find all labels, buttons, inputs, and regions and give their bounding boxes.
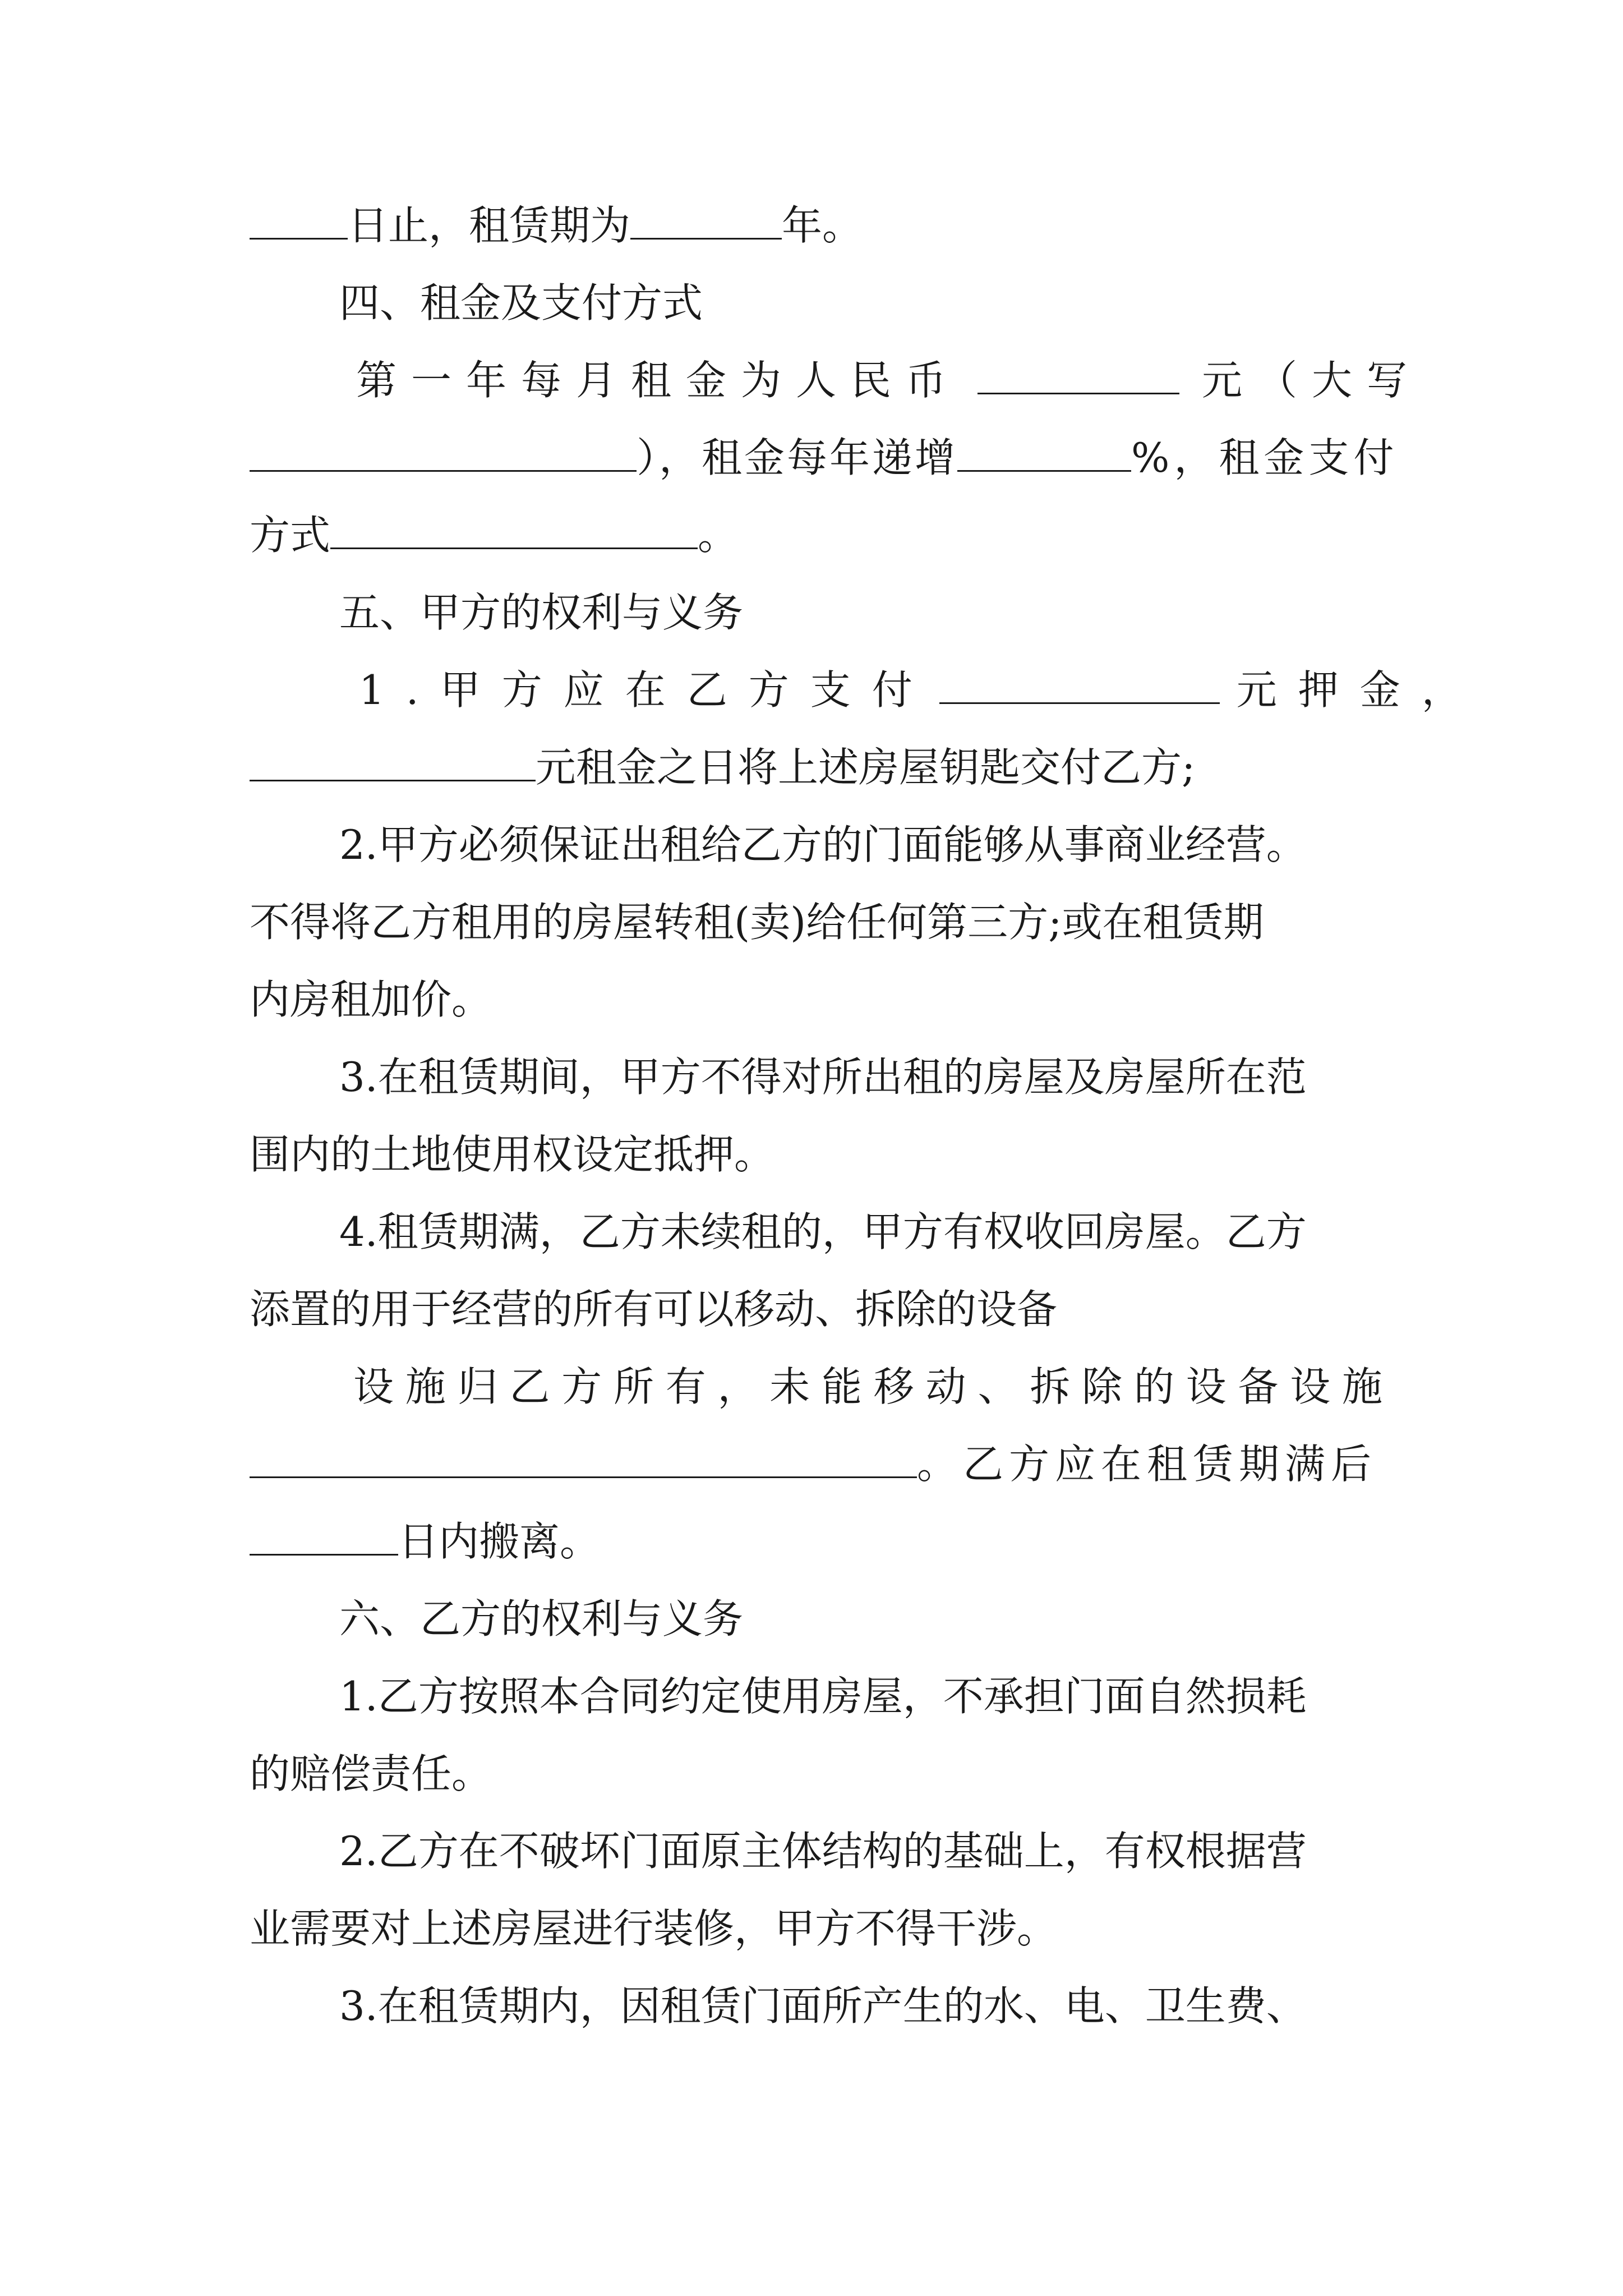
paragraph-line: 内房租加价。 [250,976,492,1023]
paragraph-line [359,662,1483,718]
line-text: 年。 [782,202,863,249]
section-heading: 六、乙方的权利与义务 [339,1595,744,1642]
paragraph-line: 3.在租赁期内，因租赁门面所产生的水、电、卫生费、 [339,1982,1307,2030]
line-text: 。乙方应在租赁期满后 [917,1441,1377,1488]
paragraph-line: 业需要对上述房屋进行装修，甲方不得干涉。 [250,1905,1058,1952]
line-text: ），租金每年递增 [637,434,958,481]
paragraph-line: 3.在租赁期间，甲方不得对所出租的房屋及房屋所在范 [339,1053,1307,1101]
paragraph-line: 设施归乙方所有，未能移动、拆除的设备设施 [353,1363,1382,1410]
line-text: 元租金之日将上述房屋钥匙交付乙方; [536,744,1196,791]
line-text: 1.甲方应在乙方支付 [359,666,934,714]
fill-blank [978,358,1179,394]
paragraph-line: 围内的土地使用权设定抵押。 [250,1131,775,1178]
fill-blank [250,1442,917,1478]
line-text: 方式 [250,512,331,559]
paragraph-line: 不得将乙方租用的房屋转租(卖)给任何第三方;或在租赁期 [250,899,1264,946]
section-heading: 五、甲方的权利与义务 [339,589,744,636]
paragraph-line [250,1513,1382,1570]
paragraph-line [250,507,1382,563]
paragraph-line [250,1436,1382,1492]
fill-blank [250,435,637,472]
fill-blank [250,203,348,240]
paragraph-line: 2.乙方在不破坏门面原主体结构的基础上，有权根据营 [339,1828,1307,1875]
line-text: 日止，租赁期为 [348,202,631,249]
paragraph-line: 的赔偿责任。 [250,1750,492,1797]
paragraph-line [250,739,1382,795]
fill-blank [957,435,1131,472]
line-text: %，租金支付 [1131,434,1399,481]
line-text: 元押金， [1236,666,1483,714]
paragraph-line: 1.乙方按照本合同约定使用房屋，不承担门面自然损耗 [339,1673,1307,1720]
fill-blank [250,745,536,781]
paragraph-line [250,197,1382,254]
line-text: 。 [698,512,739,559]
paragraph-line: 4.租赁期满，乙方未续租的，甲方有权收回房屋。乙方 [339,1208,1307,1255]
line-text: 元（大写 [1202,357,1422,404]
line-text: 日内搬离。 [398,1518,601,1565]
paragraph-line: 2.甲方必须保证出租给乙方的门面能够从事商业经营。 [339,821,1307,868]
paragraph-line [356,352,1422,408]
paragraph-line: 添置的用于经营的所有可以移动、拆除的设备 [250,1286,1058,1333]
fill-blank [330,513,698,549]
paragraph-line [250,430,1399,486]
fill-blank [630,203,782,240]
fill-blank [939,668,1220,704]
line-text: 第一年每月租金为人民币 [356,357,961,404]
fill-blank [250,1519,398,1556]
section-heading: 四、租金及支付方式 [339,279,703,326]
